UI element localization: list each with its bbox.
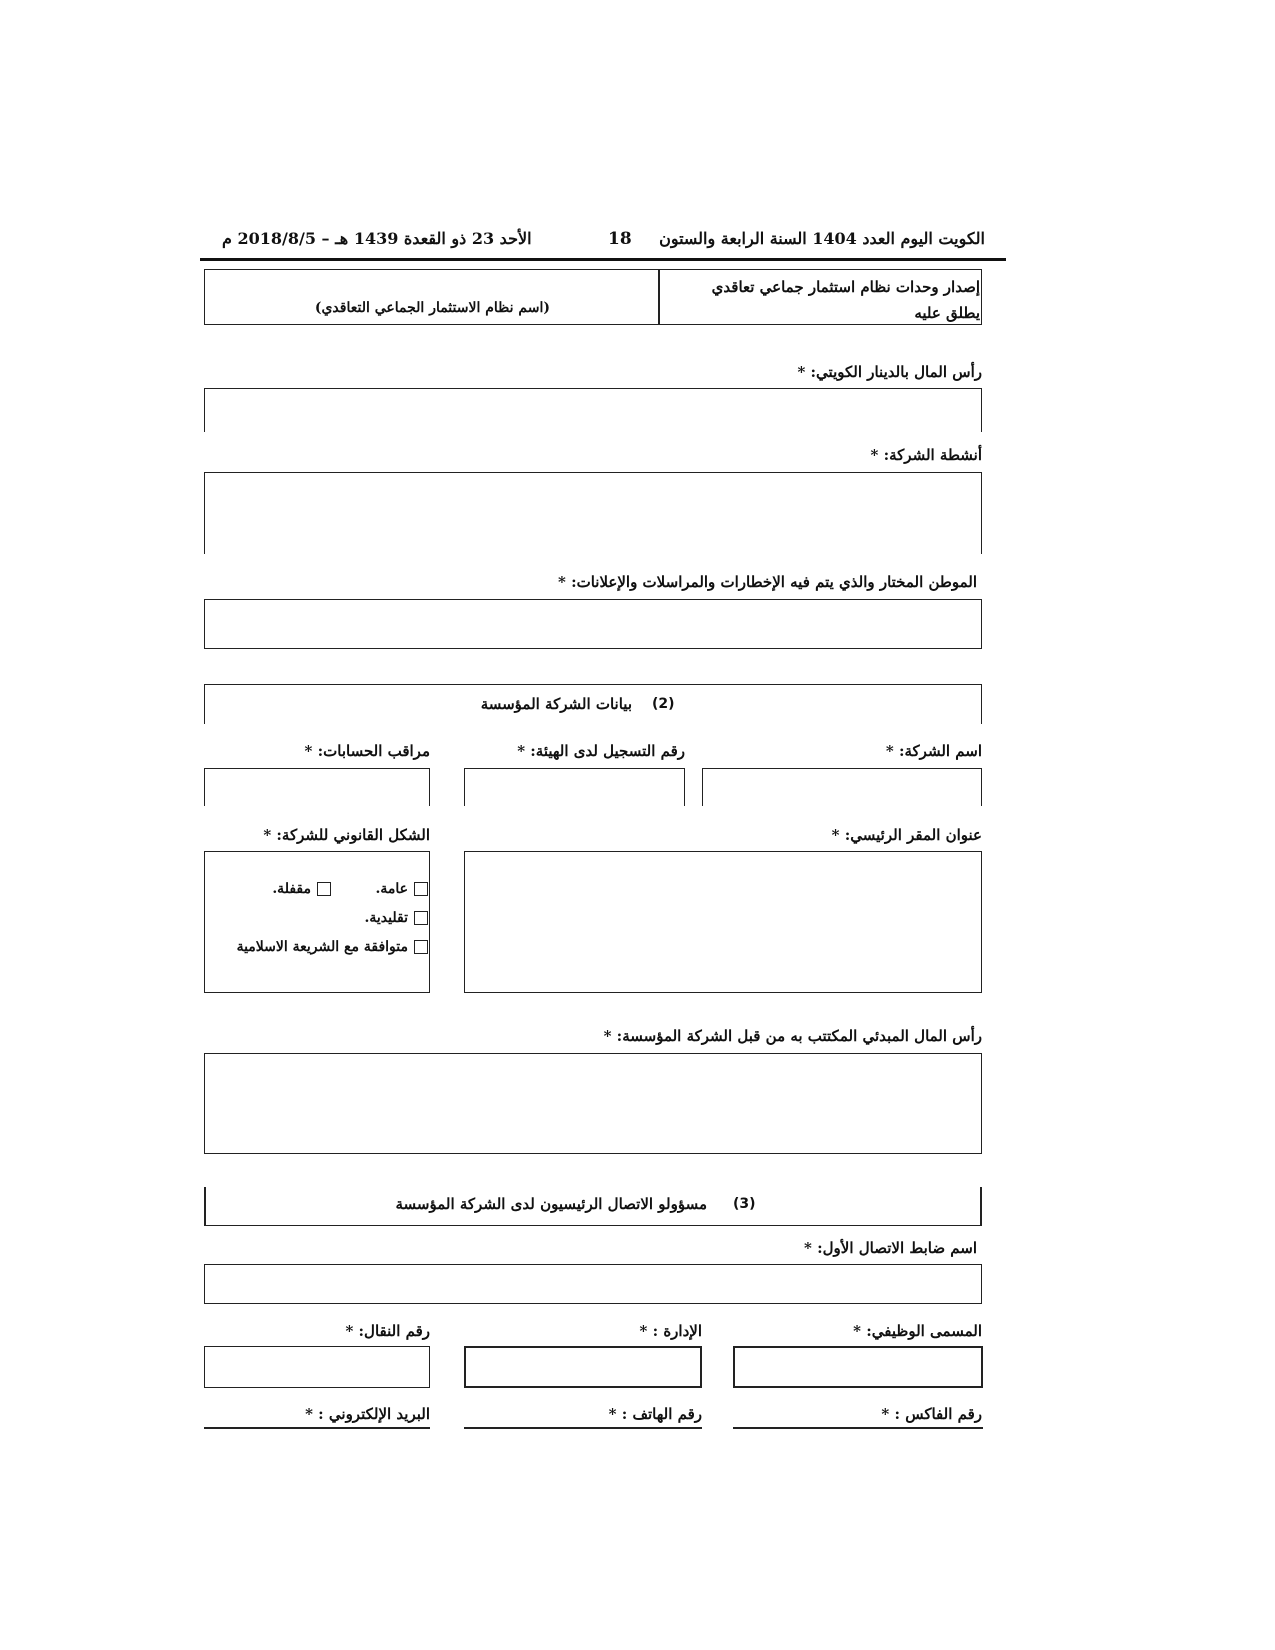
- mobile-label: رقم النقال: *: [345, 1322, 430, 1340]
- checkbox-icon[interactable]: [414, 882, 428, 896]
- head-office-address-label: عنوان المقر الرئيسي: *: [831, 826, 982, 844]
- checkbox-icon[interactable]: [317, 882, 331, 896]
- first-contact-name-field[interactable]: [204, 1264, 982, 1304]
- company-name-label: اسم الشركة: *: [885, 742, 982, 760]
- initial-capital-label: رأس المال المبدئي المكتتب به من قبل الشركة المؤسسة: *: [603, 1027, 982, 1045]
- legal-form-public-option[interactable]: [376, 881, 429, 897]
- phone-field[interactable]: [464, 1427, 702, 1429]
- phone-label: رقم الهاتف : *: [608, 1405, 702, 1423]
- legal-form-conventional-label: تقليدية.: [364, 910, 408, 926]
- legal-form-public-label: عامة.: [375, 881, 408, 897]
- page-number: 18: [608, 229, 632, 249]
- department-label: الإدارة : *: [639, 1322, 702, 1340]
- legal-form-conventional-option[interactable]: [365, 910, 428, 926]
- capital-kwd-field[interactable]: [204, 388, 982, 432]
- authority-reg-no-field[interactable]: [464, 768, 685, 806]
- checkbox-icon[interactable]: [414, 940, 428, 954]
- section-3-title: مسؤولو الاتصال الرئيسيون لدى الشركة المؤسسة: [395, 1195, 707, 1213]
- legal-form-sharia-option[interactable]: [237, 939, 428, 955]
- department-field[interactable]: [464, 1346, 702, 1388]
- legal-form-sharia-label: متوافقة مع الشريعة الاسلامية: [236, 939, 408, 955]
- section-3-left-edge: [204, 1187, 206, 1226]
- fax-field[interactable]: [733, 1427, 983, 1429]
- chosen-domicile-label: الموطن المختار والذي يتم فيه الإخطارات والمراسلات والإعلانات: *: [558, 573, 977, 591]
- email-field[interactable]: [204, 1427, 430, 1429]
- issue-date: الأحد 23 ذو القعدة 1439 هـ – 2018/8/5 م: [222, 229, 532, 248]
- gazette-issue-info: الكويت اليوم العدد 1404 السنة الرابعة والستون: [659, 229, 985, 248]
- checkbox-icon[interactable]: [414, 911, 428, 925]
- legal-form-closed-option[interactable]: [272, 881, 331, 897]
- email-label: البريد الإلكتروني : *: [305, 1405, 430, 1423]
- authority-reg-no-label: رقم التسجيل لدى الهيئة: *: [517, 742, 685, 760]
- legal-form-closed-label: مقفلة.: [272, 881, 311, 897]
- section-2-number: (2): [652, 696, 675, 712]
- head-office-address-field[interactable]: [464, 851, 982, 993]
- section-3-number: (3): [733, 1196, 756, 1212]
- issuance-label: إصدار وحدات نظام استثمار جماعي تعاقدي يطلق عليه: [711, 278, 980, 322]
- legal-form-label: الشكل القانوني للشركة: *: [263, 826, 430, 844]
- capital-kwd-label: رأس المال بالدينار الكويتي: *: [797, 363, 982, 381]
- fax-label: رقم الفاكس : *: [881, 1405, 982, 1423]
- company-name-field[interactable]: [702, 768, 982, 806]
- auditor-label: مراقب الحسابات: *: [304, 742, 430, 760]
- fund-name-placeholder: (اسم نظام الاستثمار الجماعي التعاقدي): [314, 300, 550, 316]
- company-activities-field[interactable]: [204, 472, 982, 554]
- issuance-divider: [658, 269, 660, 325]
- mobile-field[interactable]: [204, 1346, 430, 1388]
- initial-capital-field[interactable]: [204, 1053, 982, 1154]
- header-rule: [200, 258, 1006, 261]
- job-title-label: المسمى الوظيفي: *: [853, 1322, 982, 1340]
- first-contact-name-label: اسم ضابط الاتصال الأول: *: [804, 1239, 977, 1257]
- section-2-title: بيانات الشركة المؤسسة: [480, 695, 632, 713]
- job-title-field[interactable]: [733, 1346, 983, 1388]
- company-activities-label: أنشطة الشركة: *: [870, 446, 982, 464]
- auditor-field[interactable]: [204, 768, 430, 806]
- chosen-domicile-field[interactable]: [204, 599, 982, 649]
- section-3-right-edge: [980, 1187, 982, 1226]
